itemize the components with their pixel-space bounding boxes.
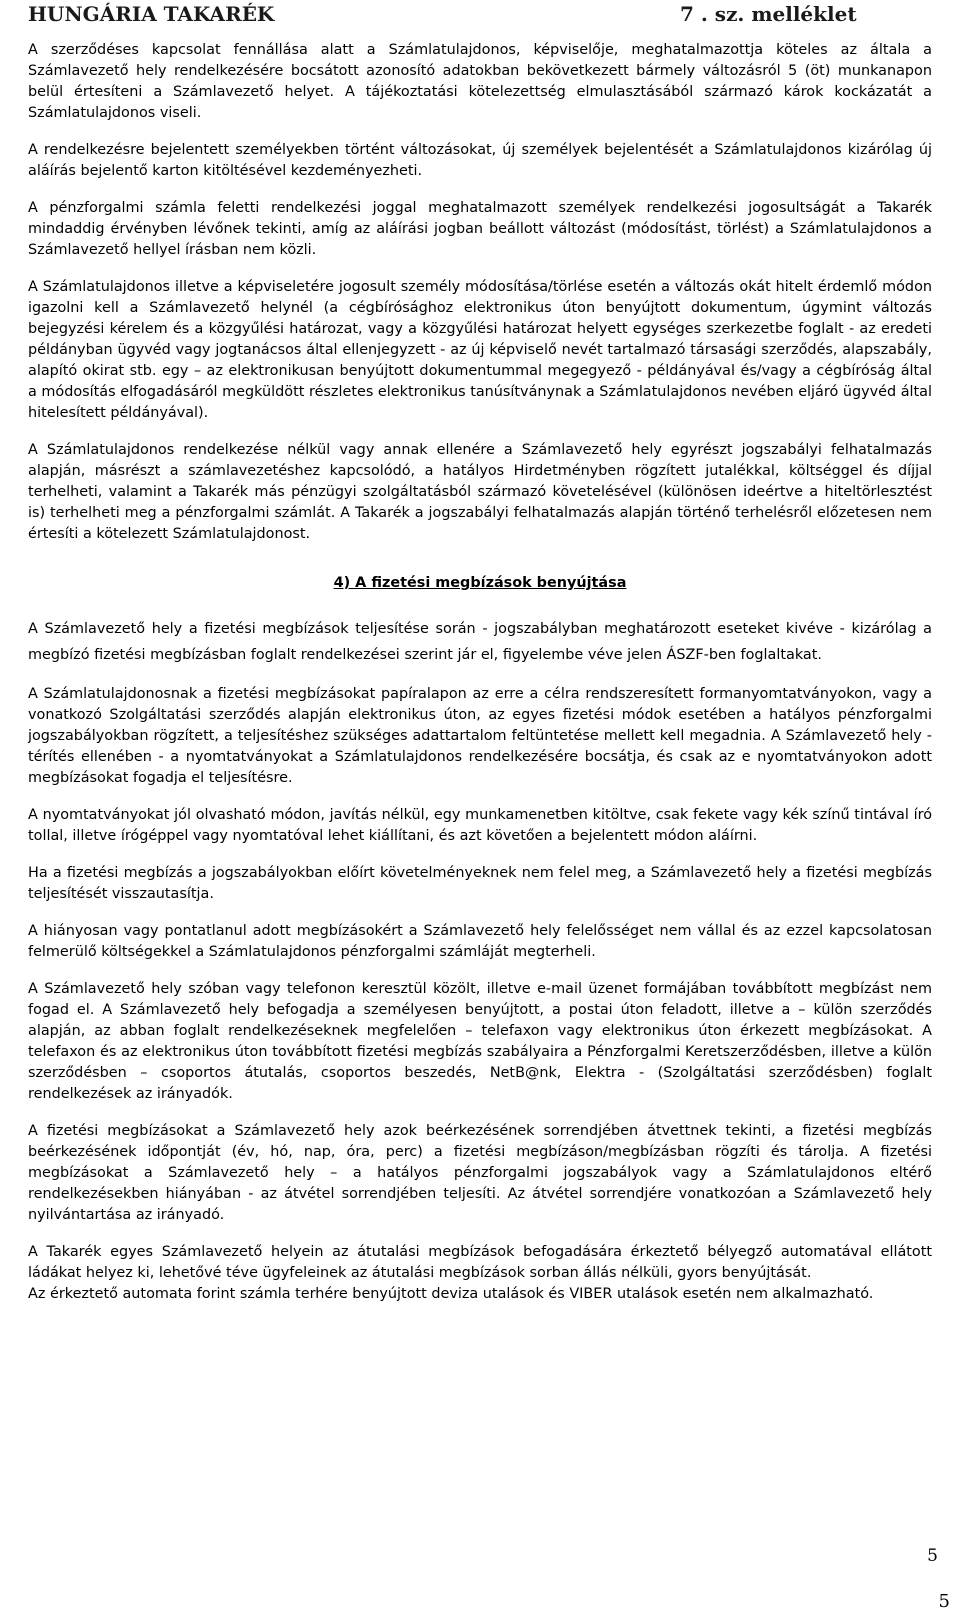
paragraph: A nyomtatványokat jól olvasható módon, javítás nélkül, egy munkamenetben kitöltve, csak fekete vagy kék színű tintával író tollal, illetve írógéppel vagy nyomtatóval lehet kiállítani, és azt követően a bejelentett módon aláírni. — [28, 807, 932, 844]
annex-label: 7 . sz. melléklet — [680, 2, 857, 26]
page-number-footer: 5 — [938, 1591, 950, 1612]
page-header — [28, 0, 932, 40]
bank-name: HUNGÁRIA TAKARÉK — [28, 2, 275, 26]
paragraph: A Számlavezető hely a fizetési megbízások teljesítése során - jogszabályban meghatározott eseteket kivéve - kizárólag a megbízó fizetési megbízásban foglalt rendelkezései szerint jár el, figyelembe véve jelen ÁSZF-ben foglaltakat. — [28, 621, 932, 663]
paragraph: A rendelkezésre bejelentett személyekben történt változásokat, új személyek bejelentését a Számlatulajdonos kizárólag új aláírás bejelentő karton kitöltésével kezdeményezheti. — [28, 142, 932, 179]
paragraph: A pénzforgalmi számla feletti rendelkezési joggal meghatalmazott személyek rendelkezési jogosultságát a Takarék mindaddig érvényben lévőnek tekinti, amíg az aláírási jogban beállott változást (módosítást, törlést) a Számlatulajdonos a Számlavezető hellyel írásban nem közli. — [28, 200, 932, 258]
section-heading: 4) A fizetési megbízások benyújtása — [333, 575, 627, 591]
paragraph: Ha a fizetési megbízás a jogszabályokban előírt követelményeknek nem felel meg, a Számlavezető hely a fizetési megbízás teljesítését visszautasítja. — [28, 865, 932, 902]
paragraph: Az érkeztető automata forint számla terhére benyújtott deviza utalások és VIBER utalások esetén nem alkalmazható. — [28, 1286, 874, 1302]
paragraph: A szerződéses kapcsolat fennállása alatt a Számlatulajdonos, képviselője, meghatalmazottja köteles az általa a Számlavezető hely rendelkezésére bocsátott azonosító adatokban bekövetkezett bármely változásról 5 (öt) munkanapon belül értesíteni a Számlavezető helyet. A tájékoztatási kötelezettség elmulasztásából származó károk kockázatát a Számlatulajdonos viseli. — [28, 42, 932, 121]
paragraph: A hiányosan vagy pontatlanul adott megbízásokért a Számlavezető hely felelősséget nem vállal és az ezzel kapcsolatosan felmerülő költségekkel a Számlatulajdonos pénzforgalmi számláját megterheli. — [28, 923, 932, 960]
paragraph: A Számlavezető hely szóban vagy telefonon keresztül közölt, illetve e-mail üzenet formájában továbbított megbízást nem fogad el. A Számlavezető hely befogadja a személyesen benyújtott, a postai úton feladott, illetve a – külön szerződés alapján, az abban foglalt rendelkezéseknek megfelelően – telefaxon vagy elektronikus úton érkezett megbízásokat. A telefaxon és az elektronikus úton továbbított fizetési megbízás szabályaira a Pénzforgalmi Keretszerződésben, illetve a külön szerződésben – csoportos átutalás, csoportos beszedés, NetB@nk, Elektra - (Szolgáltatási szerződésben) foglalt rendelkezések az irányadók. — [28, 981, 932, 1102]
paragraph: A Takarék egyes Számlavezető helyein az átutalási megbízások befogadására érkeztető bélyegző automatával ellátott ládákat helyez ki, lehetővé téve ügyfeleinek az átutalási megbízások sorban állás nélküli, gyors benyújtását. — [28, 1244, 932, 1281]
paragraph: A fizetési megbízásokat a Számlavezető hely azok beérkezésének sorrendjében átvettnek tekinti, a fizetési megbízás beérkezésének időpontját (év, hó, nap, óra, perc) a fizetési megbízáson/megbízásban rögzíti és tárolja. A fizetési megbízásokat a Számlavezető hely – a hatályos pénzforgalmi jogszabályok vagy a Számlatulajdonos eltérő rendelkezésekben hiányában - az átvétel sorrendjében teljesíti. Az átvétel sorrendjére vonatkozóan a Számlavezető hely nyilvántartása az irányadó. — [28, 1123, 932, 1223]
paragraph: A Számlatulajdonosnak a fizetési megbízásokat papíralapon az erre a célra rendszeresített formanyomtatványokon, vagy a vonatkozó Szolgáltatási szerződés alapján elektronikus úton, az egyes fizetési módok esetében a hatályos pénzforgalmi jogszabályokban rögzített, a teljesítéshez szükséges adattartalom feltüntetése mellett kell megadnia. A Számlavezető hely - térítés ellenében - a nyomtatványokat a Számlatulajdonos rendelkezésére bocsátja, és csak az e nyomtatványokon adott megbízásokat fogadja el teljesítésre. — [28, 686, 932, 786]
paragraph: A Számlatulajdonos illetve a képviseletére jogosult személy módosítása/törlése esetén a változás okát hitelt érdemlő módon igazolni kell a Számlavezető helynél (a cégbírósághoz elektronikus úton benyújtott dokumentum, úgymint változás bejegyzési kérelem és a közgyűlési határozat, vagy a közgyűlési határozat helyett egységes szerkezetbe foglalt - az eredeti példányban ügyvéd vagy jogtanácsos által ellenjegyzett - az új képviselő nevét tartalmazó társasági szerződés, alapszabály, alapító okirat stb. egy – az elektronikusan benyújtott dokumentummal megegyező - példányával és/vagy a cégbíróság által a módosítás elfogadásáról megküldött részletes elektronikus tanúsítványnak a Számlatulajdonos nevében eljáró ügyvéd által hitelesített példányával). — [28, 279, 932, 421]
page-number: 5 — [927, 1546, 938, 1566]
paragraph: A Számlatulajdonos rendelkezése nélkül vagy annak ellenére a Számlavezető hely egyrészt jogszabályi felhatalmazás alapján, másrészt a számlavezetéshez kapcsolódó, a hatályos Hirdetményben rögzített jutalékkal, költséggel és díjjal terhelheti, valamint a Takarék más pénzügyi szolgáltatásból származó követelésével (különösen ideértve a hiteltörlesztést is) terhelheti meg a pénzforgalmi számlát. A Takarék a jogszabályi felhatalmazás alapján történő terhelésről előzetesen nem értesíti a kötelezett Számlatulajdonost. — [28, 442, 932, 542]
document-body — [28, 40, 932, 1305]
